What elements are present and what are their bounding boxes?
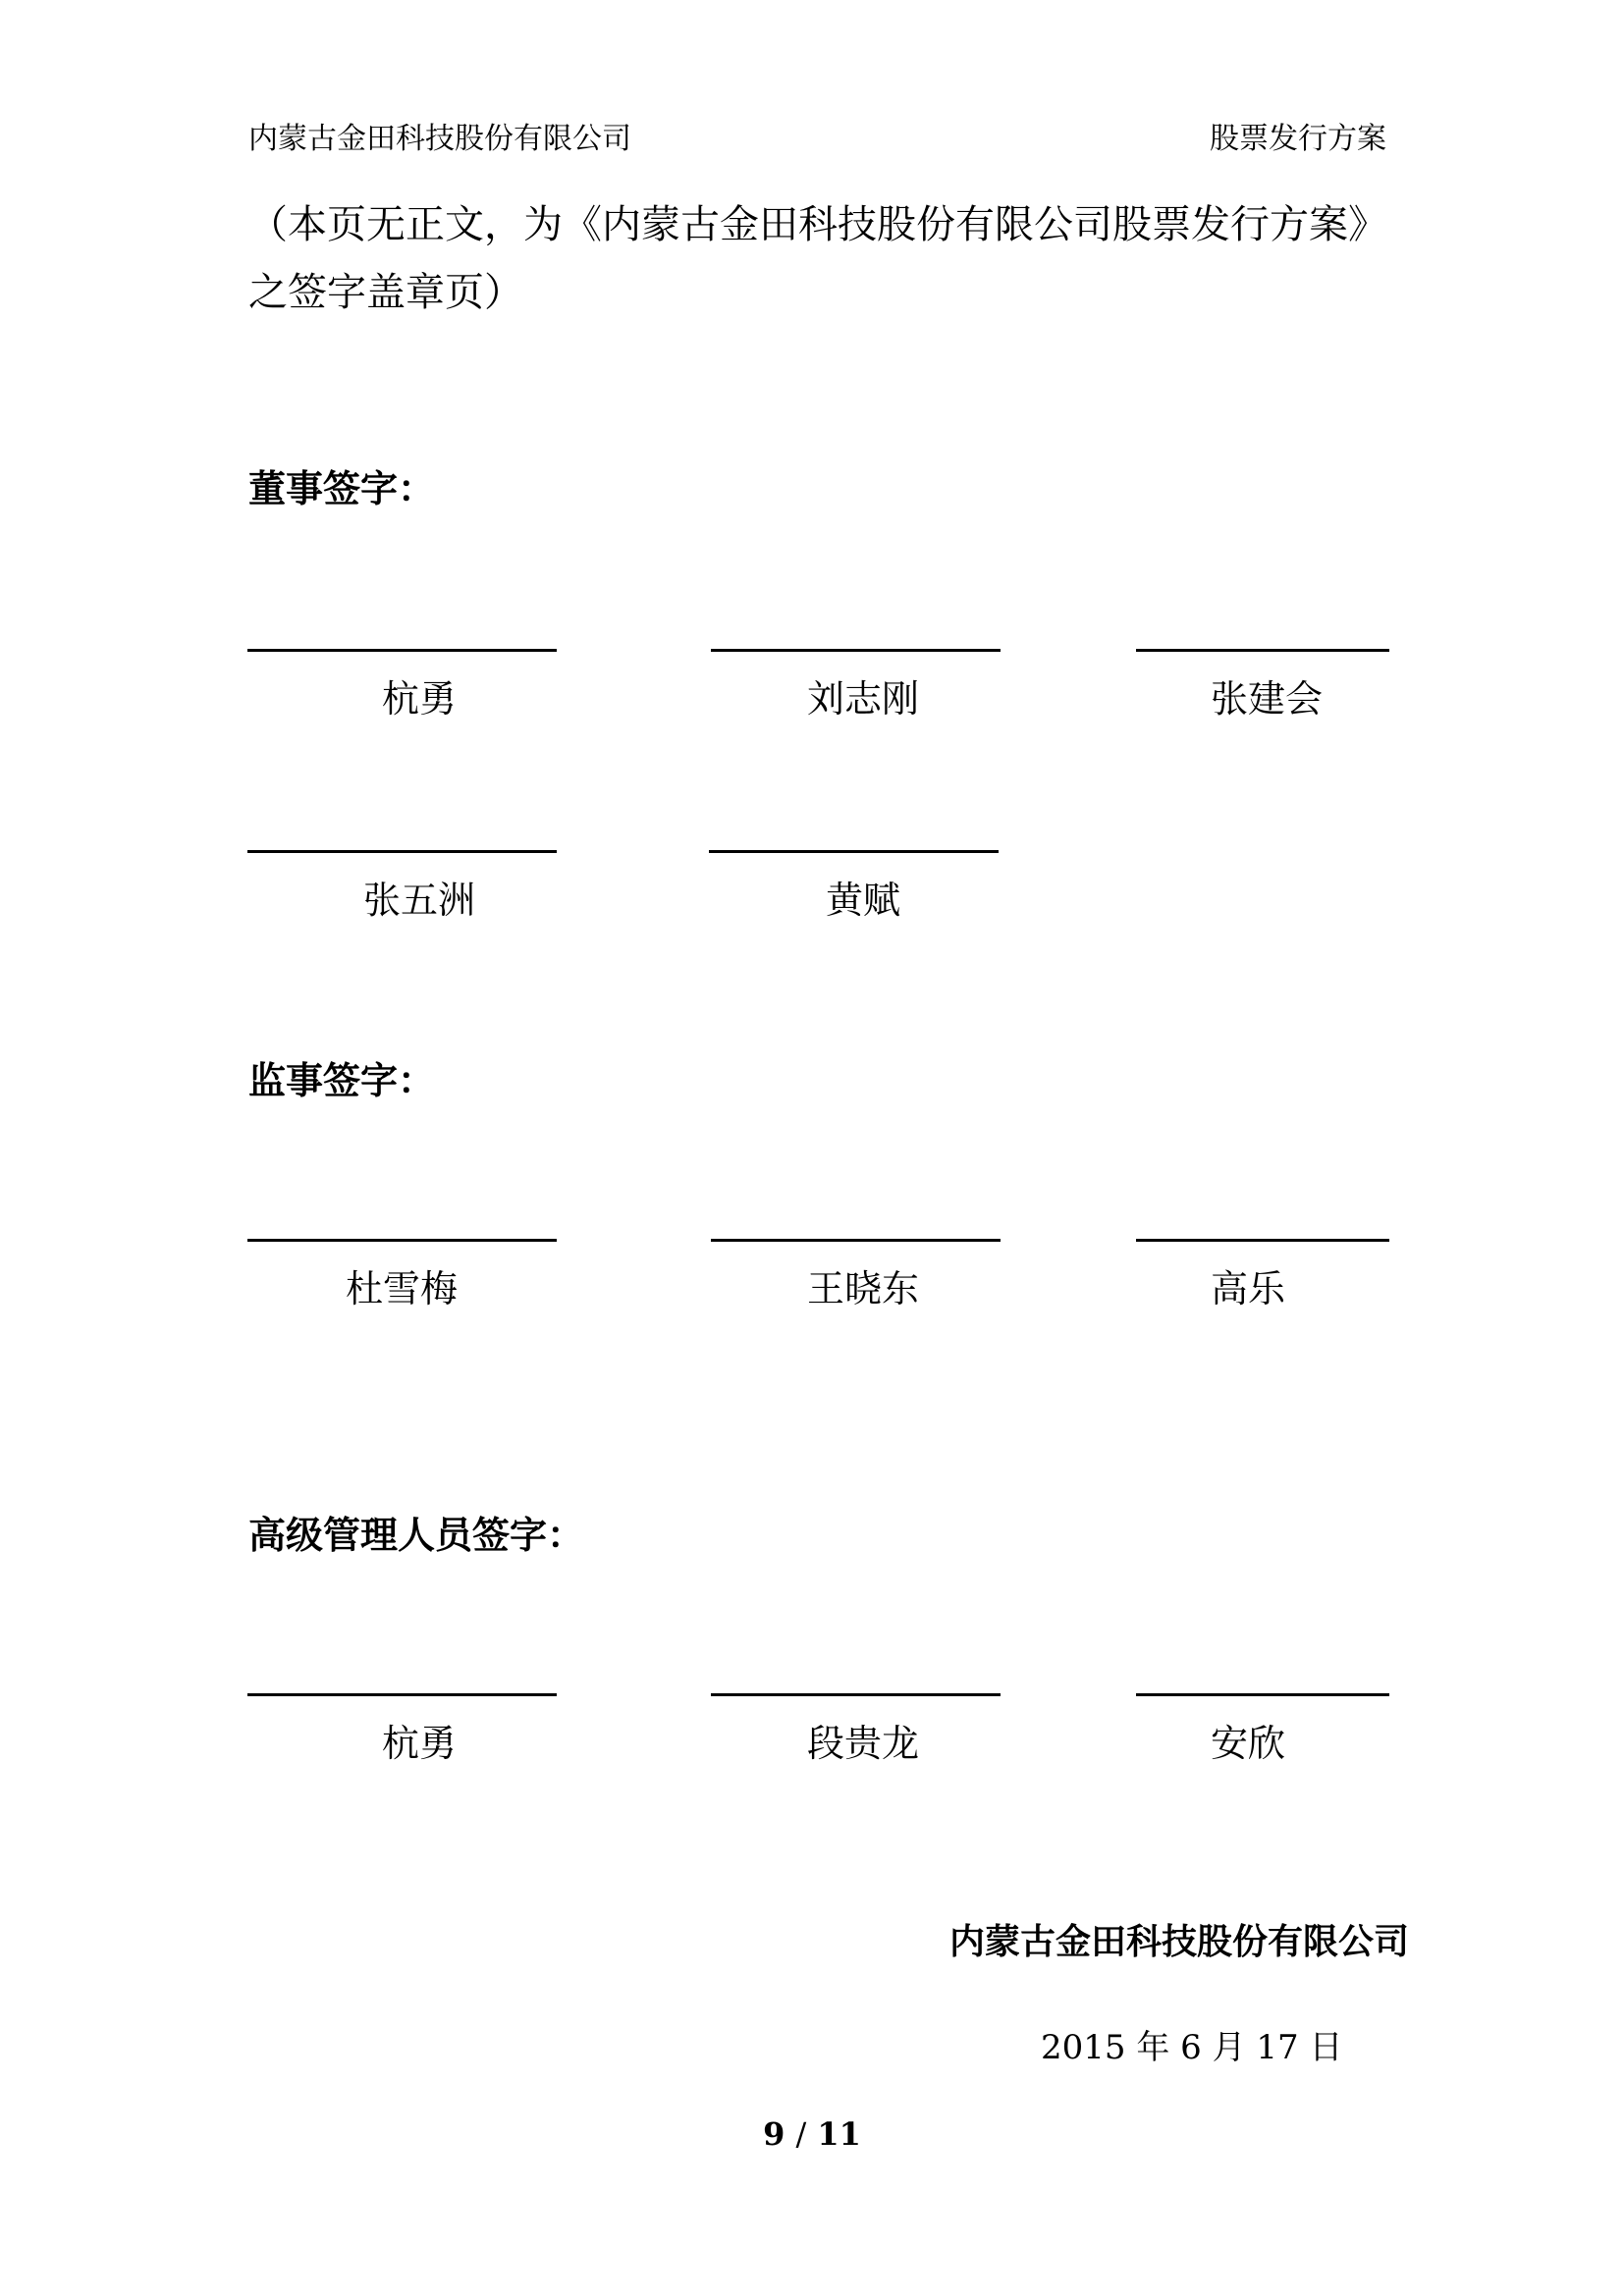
signature-line [247,1239,557,1242]
supervisors-title: 监事签字： [248,1058,436,1102]
date-year: 2015 [1041,2028,1126,2067]
date-day: 17 [1256,2028,1299,2067]
signing-company: 内蒙古金田科技股份有限公司 [949,1921,1410,1962]
supervisor-name: 杜雪梅 [345,1267,458,1310]
supervisor-name: 王晓东 [806,1267,919,1310]
signature-line [1136,1693,1389,1696]
executives-title: 高级管理人员签字： [248,1513,585,1557]
director-name: 杭勇 [381,677,457,721]
signature-line [1136,1239,1389,1242]
director-name: 张建会 [1210,677,1323,721]
signature-line [711,1239,1001,1242]
executive-name: 安欣 [1210,1722,1285,1765]
date-month-unit: 月 [1212,2028,1246,2067]
header-company: 内蒙古金田科技股份有限公司 [248,122,631,156]
signature-line [711,649,1001,652]
supervisor-name: 高乐 [1210,1267,1285,1310]
director-name: 刘志刚 [806,677,919,721]
date-year-unit: 年 [1136,2028,1170,2067]
date-month: 6 [1180,2028,1202,2067]
signature-line [711,1693,1001,1696]
date-day-unit: 日 [1309,2028,1343,2067]
signature-line [247,1693,557,1696]
signature-line [247,850,557,853]
intro-note: （本页无正文，为《内蒙古金田科技股份有限公司股票发行方案》之签字盖章页） [248,202,1387,315]
signature-line [1136,649,1389,652]
header-doc-type: 股票发行方案 [1210,122,1386,156]
signing-date [1041,2020,1343,2075]
page-number [0,2110,1624,2158]
executive-name: 杭勇 [381,1722,457,1765]
page-separator: / [795,2115,807,2153]
page-current: 9 [763,2115,785,2153]
signature-line [247,649,557,652]
page-total: 11 [817,2115,861,2153]
director-name: 张五洲 [362,879,475,922]
director-name: 黄赋 [825,879,900,922]
directors-title: 董事签字： [248,466,436,510]
executive-name: 段贵龙 [806,1722,919,1765]
signature-line [709,850,999,853]
